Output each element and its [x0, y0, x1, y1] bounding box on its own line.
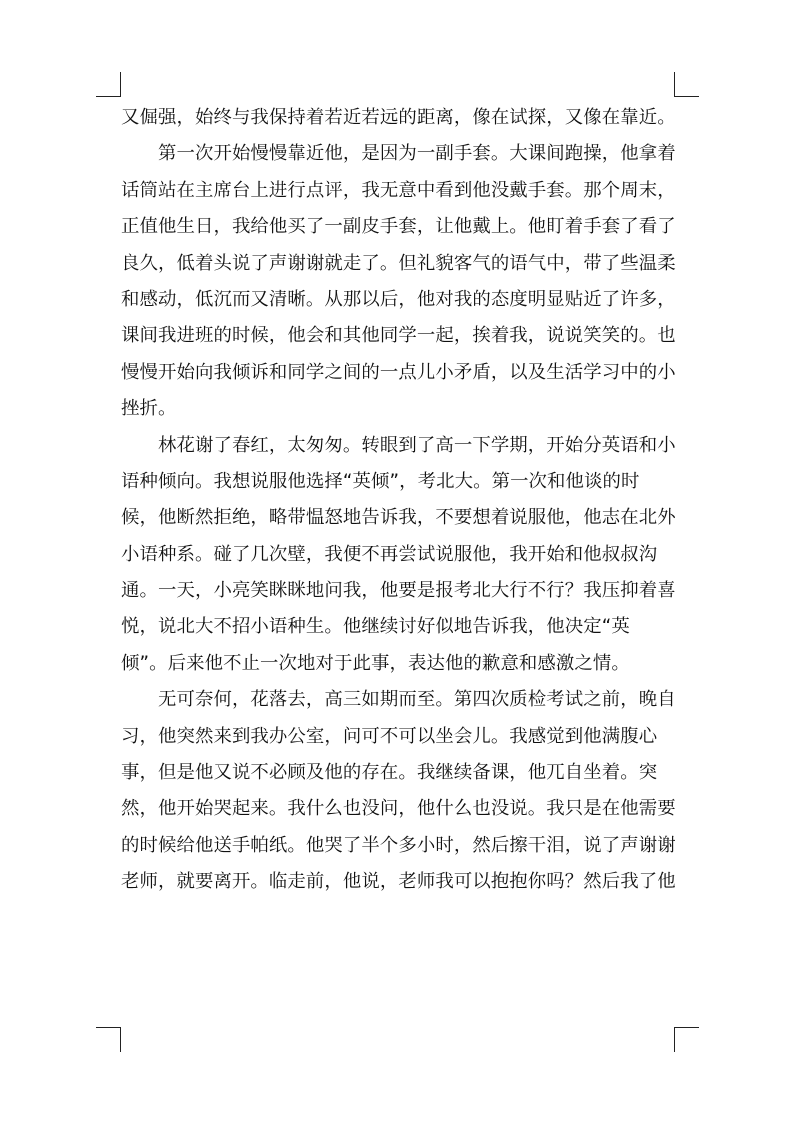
text-line: 第一次开始慢慢靠近他，是因为一副手套。大课间跑操，他拿着: [121, 143, 676, 165]
text-line: 事，但是他又说不必顾及他的存在。我继续备课，他兀自坐着。突: [121, 762, 658, 784]
text-line: 正值他生日，我给他买了一副皮手套，让他戴上。他盯着手套了看了: [121, 216, 676, 238]
text-line: 课间我进班的时候，他会和其他同学一起，挨着我，说说笑笑的。也: [121, 325, 676, 347]
text-line: 小语种系。碰了几次壁，我便不再尝试说服他，我开始和他叔叔沟: [121, 543, 658, 565]
text-line: 话筒站在主席台上进行点评，我无意中看到他没戴手套。那个周末，: [121, 179, 676, 201]
text-line: 林花谢了春红，太匆匆。转眼到了高一下学期，开始分英语和小: [121, 434, 676, 456]
text-line: 悦，说北大不招小语种生。他继续讨好似地告诉我，他决定“英: [121, 616, 630, 638]
crop-mark-top-right: [674, 72, 699, 97]
text-line: 然，他开始哭起来。我什么也没问，他什么也没说。我只是在他需要: [121, 798, 676, 820]
text-line: 候，他断然拒绝，略带愠怒地告诉我，不要想着说服他，他志在北外: [121, 507, 676, 529]
body-text: [121, 100, 676, 901]
crop-mark-bottom-right: [674, 1027, 699, 1052]
text-line: 通。一天，小亮笑眯眯地问我，他要是报考北大行不行？我压抑着喜: [121, 580, 676, 602]
text-line: 无可奈何，花落去，高三如期而至。第四次质检考试之前，晚自: [121, 689, 676, 711]
crop-mark-bottom-left: [96, 1027, 121, 1052]
text-line: 的时候给他送手帕纸。他哭了半个多小时，然后擦干泪，说了声谢谢: [121, 834, 676, 856]
text-line: 挫折。: [121, 398, 177, 420]
crop-mark-top-left: [96, 72, 121, 97]
text-line: 良久，低着头说了声谢谢就走了。但礼貌客气的语气中，带了些温柔: [121, 252, 676, 274]
text-line: 和感动，低沉而又清晰。从那以后，他对我的态度明显贴近了许多，: [121, 288, 676, 310]
text-line: 老师，就要离开。临走前，他说，老师我可以抱抱你吗？然后我了他: [121, 871, 676, 893]
text-line: 又倔强，始终与我保持着若近若远的距离，像在试探，又像在靠近。: [121, 107, 676, 128]
text-line: 习，他突然来到我办公室，问可不可以坐会儿。我感觉到他满腹心: [121, 725, 658, 747]
text-line: 慢慢开始向我倾诉和同学之间的一点儿小矛盾，以及生活学习中的小: [121, 361, 676, 383]
text-line: 语种倾向。我想说服他选择“英倾”，考北大。第一次和他谈的时: [121, 470, 640, 492]
text-line: 倾”。后来他不止一次地对于此事，表达他的歉意和感激之情。: [121, 652, 630, 674]
